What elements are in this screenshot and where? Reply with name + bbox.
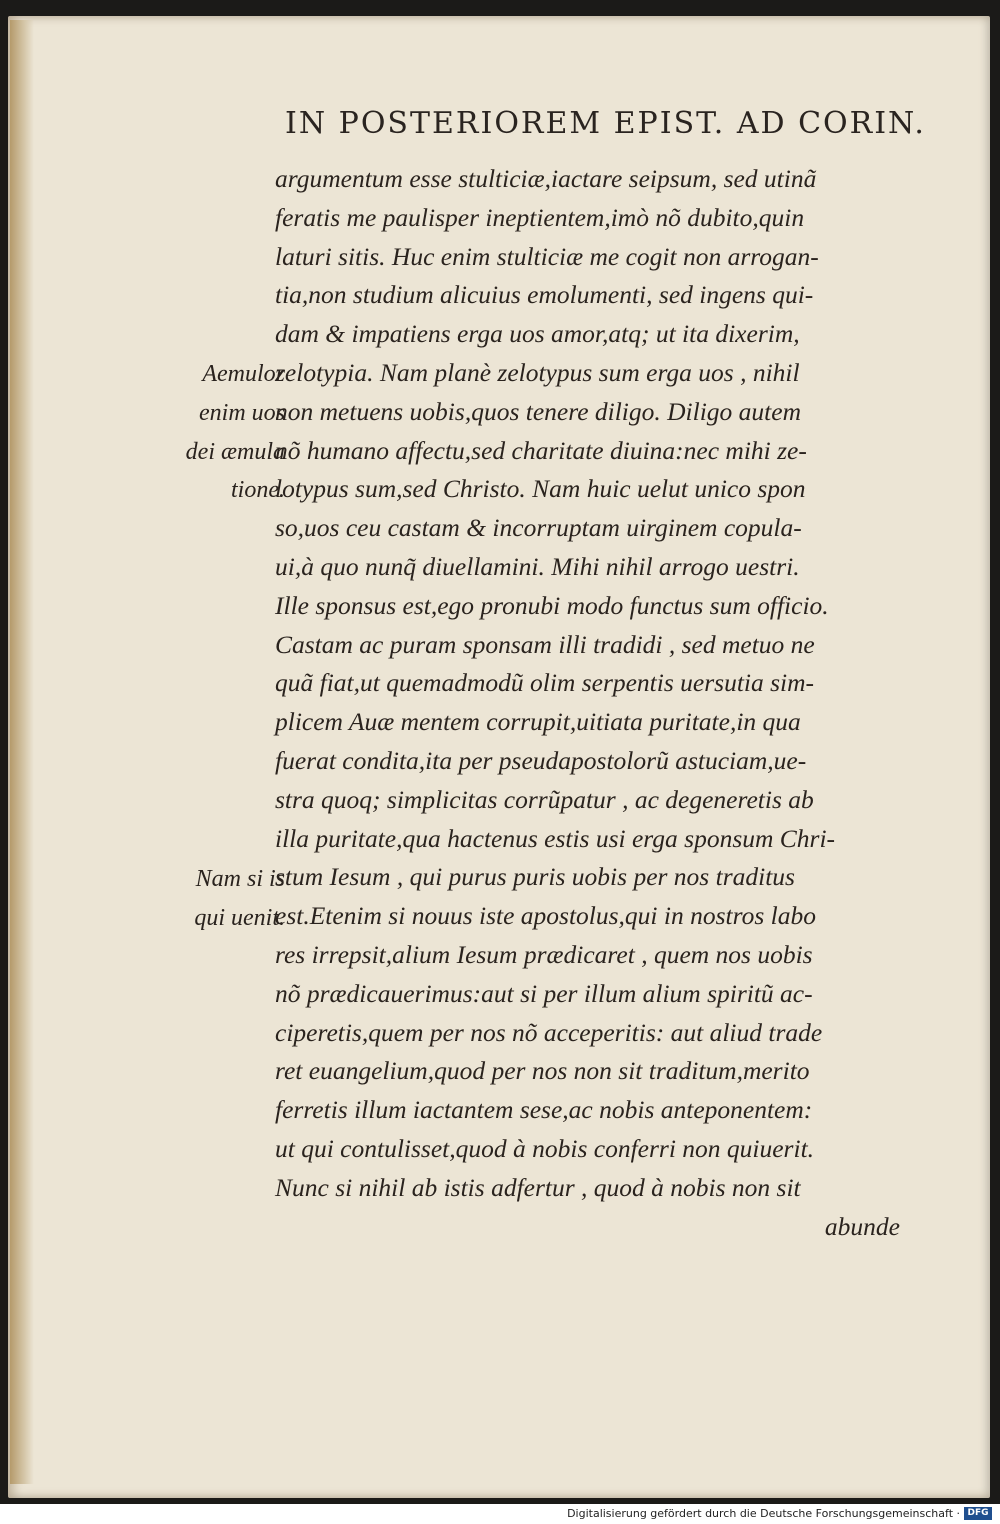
- text-line: argumentum esse stulticiæ,iactare seipsum, sed utinã: [275, 164, 817, 193]
- text-line: est.Etenim si nouus iste apostolus,qui in nostros labo: [275, 901, 816, 931]
- text-line: so,uos ceu castam & incorruptam uirginem copula-: [275, 513, 802, 543]
- dfg-logo: DFG: [964, 1507, 992, 1520]
- page-gutter-shadow: [10, 20, 34, 1484]
- text-line: nõ humano affectu,sed charitate diuina:nec mihi ze-: [275, 435, 807, 465]
- marginal-note-line: enim uos: [199, 399, 285, 426]
- text-line: Nunc si nihil ab istis adfertur , quod à nobis non sit: [275, 1172, 801, 1202]
- text-line: plicem Auæ mentem corrupit,uitiata puritate,in qua: [275, 707, 801, 737]
- marginal-note-aemulor: [150, 355, 285, 510]
- marginal-note-line: qui uenit.: [194, 904, 285, 931]
- text-line: ciperetis,quem per nos nõ acceperitis: aut aliud trade: [275, 1017, 823, 1047]
- text-line: fuerat condita,ita per pseudapostolorũ astuciam,ue-: [275, 745, 807, 775]
- text-line: non metuens uobis,quos tenere diligo. Diligo autem: [275, 396, 801, 426]
- text-line: Ille sponsus est,ego pronubi modo functus sum officio.: [275, 590, 829, 620]
- text-line: quã fiat,ut quemadmodũ olim serpentis uersutia sim-: [275, 668, 815, 698]
- funding-credit: Digitalisierung gefördert durch die Deutsche Forschungsgemeinschaft ·: [567, 1507, 960, 1520]
- marginal-note-line: Nam si is: [195, 866, 285, 892]
- text-line: laturi sitis. Huc enim stulticiæ me cogit non arrogan-: [275, 241, 819, 271]
- text-line: zelotypia. Nam planè zelotypus sum erga uos , nihil: [275, 357, 800, 387]
- text-line: lotypus sum,sed Christo. Nam huic uelut unico spon: [275, 474, 806, 504]
- marginal-note-nam-si-is: [150, 860, 285, 938]
- text-line: dam & impatiens erga uos amor,atq; ut ita dixerim,: [275, 319, 800, 349]
- text-line: ut qui contulisset,quod à nobis conferri non quiuerit.: [275, 1133, 815, 1163]
- text-line: tia,non studium alicuius emolumenti, sed ingens qui-: [275, 280, 814, 310]
- text-line: nõ prædicauerimus:aut si per illum alium spiritũ ac-: [275, 978, 813, 1008]
- marginal-note-line: dei æmula: [185, 438, 285, 465]
- text-line: stum Iesum , qui purus puris uobis per nos traditus: [275, 862, 795, 892]
- text-line: ret euangelium,quod per nos non sit traditum,merito: [275, 1056, 810, 1086]
- marginal-note-line: tione.: [231, 477, 285, 504]
- text-line: stra quoq; simplicitas corrũpatur , ac degeneretis ab: [275, 784, 814, 814]
- running-head: IN POSTERIOREM EPIST. AD CORIN.: [285, 106, 926, 141]
- text-line: Castam ac puram sponsam illi tradidi , sed metuo ne: [275, 629, 815, 659]
- text-line: feratis me paulisper ineptientem,imò nõ dubito,quin: [275, 202, 805, 232]
- text-line: illa puritate,qua hactenus estis usi erga sponsum Chri-: [275, 823, 836, 853]
- text-line: res irrepsit,alium Iesum prædicaret , quem nos uobis: [275, 939, 813, 969]
- catchword: abunde: [824, 1211, 900, 1241]
- body-text: [275, 160, 940, 1246]
- text-line: ui,à quo nunq̃ diuellamini. Mihi nihil arrogo uestri.: [275, 551, 800, 581]
- text-line: ferretis illum iactantem sese,ac nobis anteponentem:: [275, 1095, 813, 1125]
- marginal-note-line: Aemulor: [202, 361, 285, 387]
